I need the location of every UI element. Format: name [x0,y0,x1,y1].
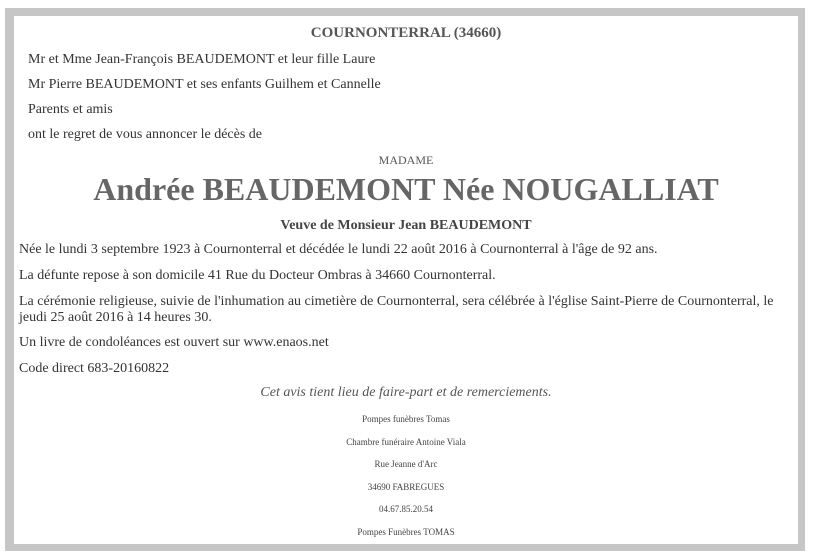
resting-place-paragraph: La défunte repose à son domicile 41 Rue du Docteur Ombras à 34660 Cournonterral. [19,268,496,283]
funeral-home-chamber: Chambre funéraire Antoine Viala [346,437,466,447]
family-line: Mr et Mme Jean-François BEAUDEMONT et leur fille Laure [28,52,376,67]
announcement-line: ont le regret de vous annoncer le décès de [28,127,263,142]
birth-death-paragraph: Née le lundi 3 septembre 1923 à Cournonterral et décédée le lundi 22 août 2016 à Cournonterral à l'âge de 92 ans. [19,242,658,257]
funeral-home-name: Pompes funèbres Tomas [362,414,450,424]
condolences-paragraph: Un livre de condoléances est ouvert sur www.enaos.net [19,335,329,350]
ceremony-paragraph: La cérémonie religieuse, suivie de l'inhumation au cimetière de Cournonterral, sera célébrée à l'église Saint-Pierre de Cournonterral, le jeudi 25 août 2016 à 14 heures 30. [19,294,774,325]
funeral-home-city: 34690 FABREGUES [367,482,445,492]
family-line: Parents et amis [28,102,113,117]
direct-code-paragraph: Code direct 683-20160822 [19,361,170,376]
funeral-home-phone: 04.67.85.20.54 [379,504,433,514]
notice-town: COURNONTERRAL (34660) [310,25,502,41]
funeral-home-street: Rue Jeanne d'Arc [374,459,438,469]
deceased-name: Andrée BEAUDEMONT Née NOUGALLIAT [93,171,719,207]
funeral-home-signature: Pompes Funèbres TOMAS [357,527,455,537]
obituary-card [14,16,798,544]
family-line: Mr Pierre BEAUDEMONT et ses enfants Guilhem et Cannelle [28,77,381,92]
widow-of-line: Veuve de Monsieur Jean BEAUDEMONT [280,218,532,233]
tagline: Cet avis tient lieu de faire-part et de remerciements. [260,385,552,400]
honorific: MADAME [378,153,434,167]
